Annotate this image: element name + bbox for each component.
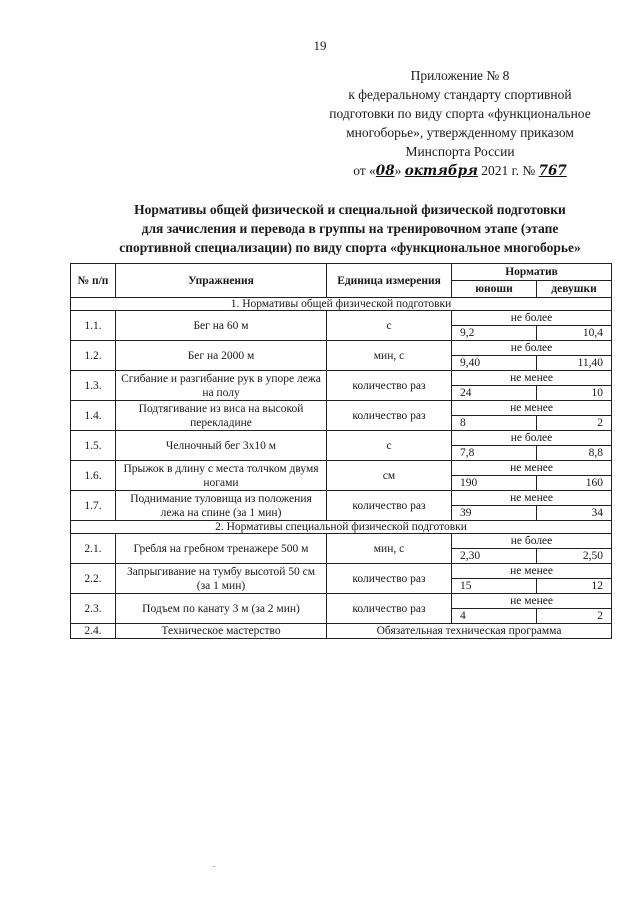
row-exercise: Прыжок в длину с места толчком двумя ногами bbox=[116, 461, 327, 491]
row-num: 2.4. bbox=[71, 624, 116, 639]
row-boys-value: 190 bbox=[452, 476, 537, 491]
row-girls-value: 11,40 bbox=[537, 356, 612, 371]
appendix-line: многоборье», утвержденному приказом bbox=[346, 125, 574, 140]
row-girls-value: 10 bbox=[537, 386, 612, 401]
row-exercise: Запрыгивание на тумбу высотой 50 см (за 1 мин) bbox=[116, 564, 327, 594]
row-condition: не менее bbox=[452, 401, 612, 416]
row-norm-value: Обязательная техническая программа bbox=[327, 624, 612, 639]
row-girls-value: 160 bbox=[537, 476, 612, 491]
row-boys-value: 9,2 bbox=[452, 326, 537, 341]
row-exercise: Сгибание и разгибание рук в упоре лежа на полу bbox=[116, 371, 327, 401]
header-exercise: Упражнения bbox=[116, 264, 327, 298]
row-exercise: Бег на 2000 м bbox=[116, 341, 327, 371]
row-unit: количество раз bbox=[327, 491, 452, 521]
appendix-line: Минспорта России bbox=[405, 144, 515, 159]
handwritten-number: 767 bbox=[538, 163, 567, 179]
row-girls-value: 2,50 bbox=[537, 549, 612, 564]
row-boys-value: 4 bbox=[452, 609, 537, 624]
row-num: 1.7. bbox=[71, 491, 116, 521]
row-exercise: Техническое мастерство bbox=[116, 624, 327, 639]
row-unit: мин, с bbox=[327, 341, 452, 371]
row-exercise: Подъем по канату 3 м (за 2 мин) bbox=[116, 594, 327, 624]
row-girls-value: 12 bbox=[537, 579, 612, 594]
row-condition: не более bbox=[452, 311, 612, 326]
header-num: № п/п bbox=[71, 264, 116, 298]
row-unit: количество раз bbox=[327, 564, 452, 594]
row-unit: с bbox=[327, 311, 452, 341]
row-condition: не более bbox=[452, 534, 612, 549]
title-line: для зачисления и перевода в группы на тренировочном этапе (этапе bbox=[141, 221, 559, 236]
header-unit: Единица измерения bbox=[327, 264, 452, 298]
row-boys-value: 8 bbox=[452, 416, 537, 431]
header-norm: Норматив bbox=[452, 264, 612, 281]
appendix-header bbox=[300, 66, 620, 181]
row-boys-value: 15 bbox=[452, 579, 537, 594]
table-row bbox=[71, 431, 612, 446]
row-girls-value: 2 bbox=[537, 416, 612, 431]
row-condition: не более bbox=[452, 341, 612, 356]
row-exercise: Поднимание туловища из положения лежа на спине (за 1 мин) bbox=[116, 491, 327, 521]
table-row bbox=[71, 311, 612, 326]
row-girls-value: 10,4 bbox=[537, 326, 612, 341]
row-exercise: Челночный бег 3x10 м bbox=[116, 431, 327, 461]
row-condition: не менее bbox=[452, 564, 612, 579]
row-condition: не менее bbox=[452, 371, 612, 386]
handwritten-month: октября bbox=[404, 163, 478, 179]
table-row bbox=[71, 371, 612, 386]
title-line: спортивной специализации) по виду спорта «функциональное многоборье» bbox=[119, 240, 581, 255]
table-row bbox=[71, 341, 612, 356]
date-prefix: от « bbox=[353, 163, 376, 178]
row-exercise: Гребля на гребном тренажере 500 м bbox=[116, 534, 327, 564]
row-exercise: Подтягивание из виса на высокой перекладине bbox=[116, 401, 327, 431]
row-condition: не менее bbox=[452, 461, 612, 476]
table-row bbox=[71, 491, 612, 506]
row-girls-value: 8,8 bbox=[537, 446, 612, 461]
row-boys-value: 7,8 bbox=[452, 446, 537, 461]
table-row bbox=[71, 564, 612, 579]
row-unit: количество раз bbox=[327, 594, 452, 624]
row-boys-value: 39 bbox=[452, 506, 537, 521]
section-header: 2. Нормативы специальной физической подготовки bbox=[71, 521, 612, 534]
scan-dot: . bbox=[213, 860, 215, 869]
row-girls-value: 2 bbox=[537, 609, 612, 624]
table-row bbox=[71, 401, 612, 416]
date-sep: » bbox=[394, 163, 402, 178]
order-date-line bbox=[300, 161, 620, 181]
row-num: 2.2. bbox=[71, 564, 116, 594]
row-unit: см bbox=[327, 461, 452, 491]
row-boys-value: 24 bbox=[452, 386, 537, 401]
document-title bbox=[60, 200, 640, 257]
row-num: 1.3. bbox=[71, 371, 116, 401]
row-unit: с bbox=[327, 431, 452, 461]
row-num: 1.6. bbox=[71, 461, 116, 491]
order-year: 2021 г. № bbox=[481, 163, 536, 178]
title-line: Нормативы общей физической и специальной физической подготовки bbox=[134, 202, 566, 217]
row-boys-value: 2,30 bbox=[452, 549, 537, 564]
row-num: 1.2. bbox=[71, 341, 116, 371]
row-condition: не более bbox=[452, 431, 612, 446]
page-number: 19 bbox=[313, 38, 327, 53]
row-num: 2.1. bbox=[71, 534, 116, 564]
row-unit: количество раз bbox=[327, 371, 452, 401]
row-num: 2.3. bbox=[71, 594, 116, 624]
table-row bbox=[71, 534, 612, 549]
table-row bbox=[71, 594, 612, 609]
row-num: 1.5. bbox=[71, 431, 116, 461]
appendix-line: подготовки по виду спорта «функциональное bbox=[329, 106, 591, 121]
header-girls: девушки bbox=[537, 281, 612, 298]
row-condition: не менее bbox=[452, 594, 612, 609]
row-condition: не менее bbox=[452, 491, 612, 506]
row-girls-value: 34 bbox=[537, 506, 612, 521]
row-unit: мин, с bbox=[327, 534, 452, 564]
appendix-line: к федеральному стандарту спортивной bbox=[348, 87, 572, 102]
section-header: 1. Нормативы общей физической подготовки bbox=[71, 298, 612, 311]
table-row bbox=[71, 461, 612, 476]
row-num: 1.1. bbox=[71, 311, 116, 341]
row-unit: количество раз bbox=[327, 401, 452, 431]
norms-table bbox=[70, 263, 612, 639]
row-exercise: Бег на 60 м bbox=[116, 311, 327, 341]
row-boys-value: 9,40 bbox=[452, 356, 537, 371]
header-boys: юноши bbox=[452, 281, 537, 298]
appendix-title: Приложение № 8 bbox=[410, 68, 510, 83]
handwritten-day: 08 bbox=[375, 163, 395, 179]
row-num: 1.4. bbox=[71, 401, 116, 431]
